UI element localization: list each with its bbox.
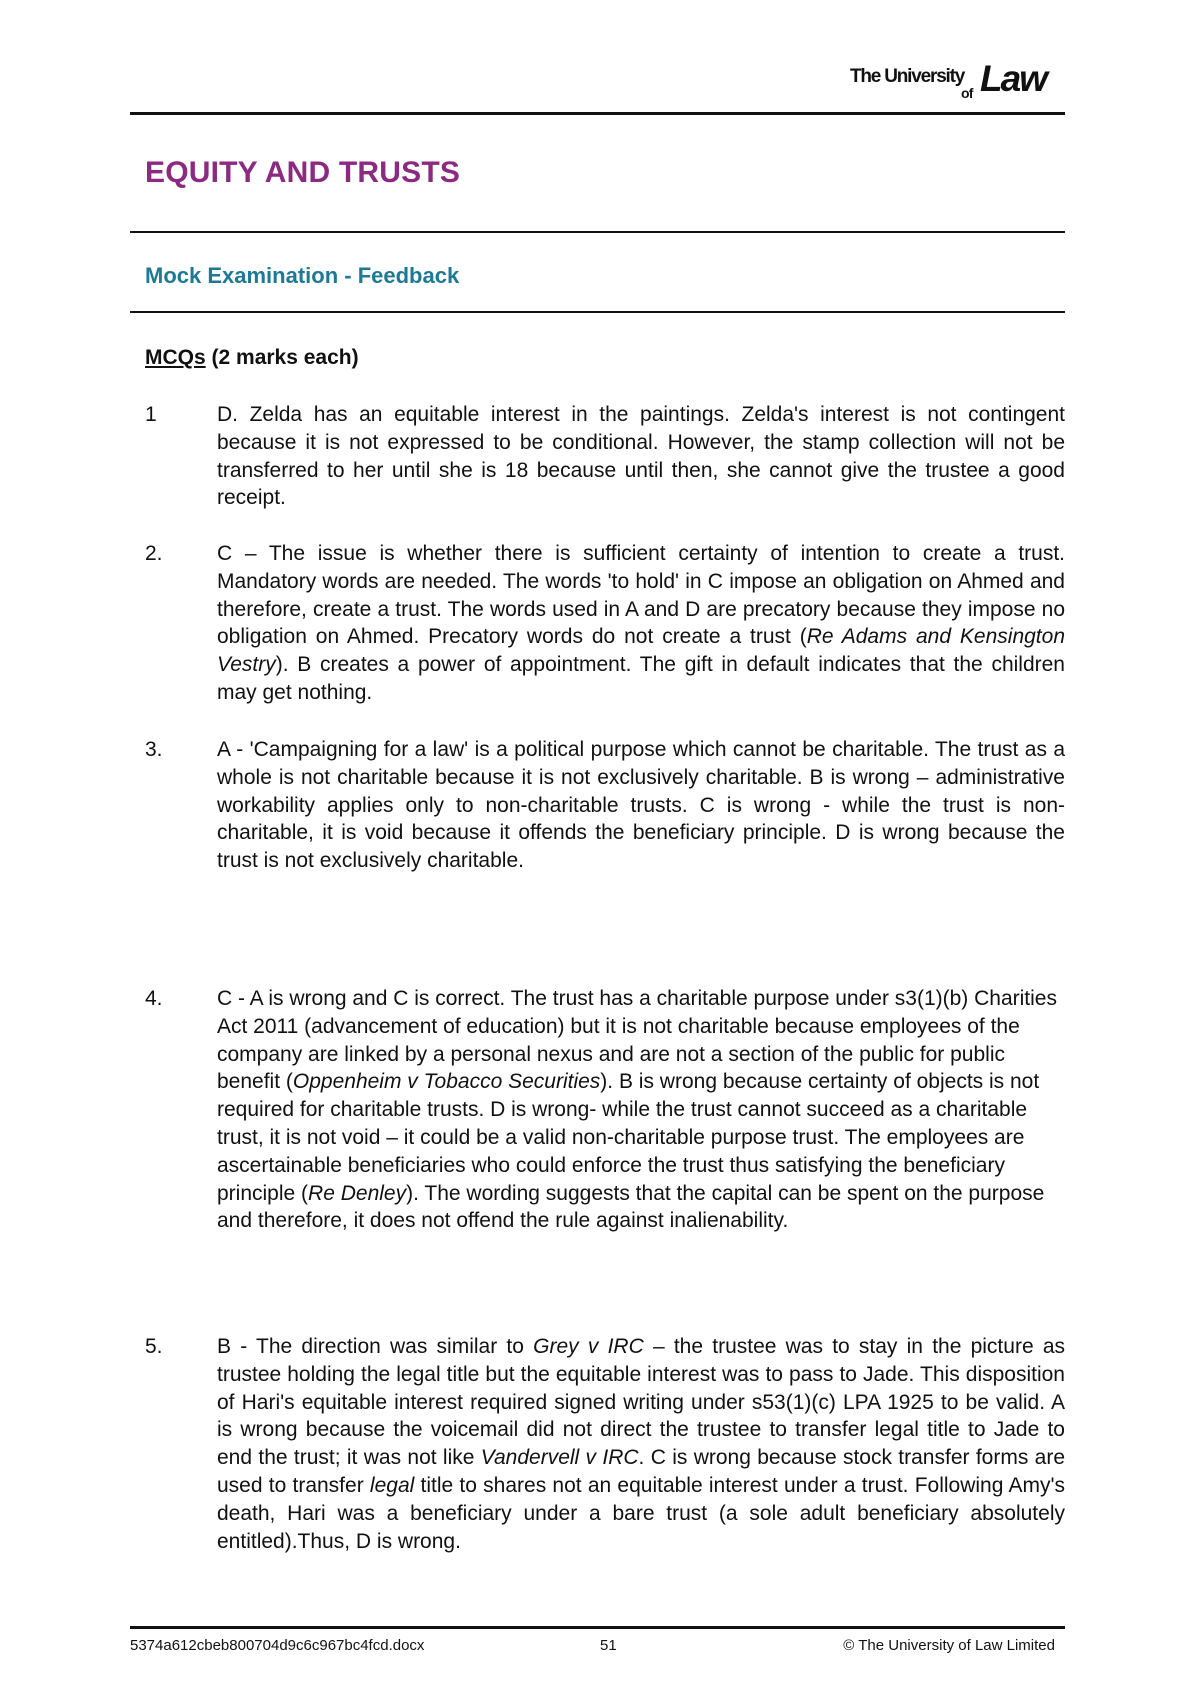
case-citation: Vandervell v IRC	[480, 1446, 639, 1470]
item-text-part: ). B is wrong because certainty of objects is not required for charitable trusts. D is wrong- while the trust cannot succeed as a charitable trust, it is not void – it could be a valid non-charitable purpose trust. The employees are ascertainable beneficiaries who could enforce the trust thus satisfying the beneficiary principle (	[217, 1070, 1040, 1205]
section-heading-mcqs: MCQs	[145, 346, 206, 369]
header-divider	[130, 112, 1065, 115]
item-text-part: . C is wrong because stock transfer forms are used to transfer	[217, 1446, 1065, 1497]
case-citation: Re Denley	[308, 1181, 407, 1205]
case-citation: Grey v IRC	[533, 1335, 644, 1358]
item-text: A - 'Campaigning for a law' is a political purpose which cannot be charitable. The trust as a whole is not charitable because it is not exclusively charitable. B is wrong – administrative workability applies only to non-charitable trusts. C is wrong - while the trust is non-charitable, it is void because it offends the beneficiary principle. D is wrong because the trust is not exclusively charitable.	[217, 738, 1065, 873]
case-citation: Oppenheim v Tobacco Securities	[292, 1070, 601, 1094]
item-text-part: – the trustee was to stay in the picture as trustee holding the legal title but the equitable interest was to pass to Jade. This disposition of Hari's equitable interest required signed writing under s53(1)(c) LPA 1925 to be valid. A is wrong because the voicemail did not direct the trustee to transfer legal title to Jade to end the trust; it was not like	[217, 1335, 1066, 1470]
item-number: 5.	[145, 1335, 163, 1358]
logo-line-1: The University	[850, 66, 965, 87]
section-heading	[145, 346, 359, 370]
case-citation: Re Adams and Kensington Vestry	[217, 625, 1065, 677]
footer-copyright: © The University of Law Limited	[843, 1637, 1055, 1654]
item-text-part: ). B creates a power of appointment. The gift in default indicates that the children may get nothing.	[217, 653, 1065, 704]
footer-page-number: 51	[600, 1637, 617, 1654]
item-text	[217, 985, 1065, 1235]
footer-filename: 5374a612cbeb800704d9c6c967bc4fcd.docx	[130, 1637, 425, 1654]
item-text-part: title to shares not an equitable interest under a trust. Following Amy's death, Hari was a beneficiary under a bare trust (a sole adult beneficiary absolutely entitled).Thus, D is wrong.	[217, 1473, 1065, 1553]
item-text	[217, 540, 1065, 707]
item-text-part: C - A is wrong and C is correct. The trust has a charitable purpose under s3(1)(b) Charities Act 2011 (advancement of education) but it is not charitable because employees of the company are linked by a personal nexus and are not a section of the public for public benefit (	[217, 987, 1057, 1094]
logo-line-3: Law	[980, 58, 1046, 99]
logo-line-2: of	[961, 85, 973, 101]
item-number: 3.	[145, 738, 163, 761]
item-text	[217, 1333, 1065, 1555]
item-text-part: ). The wording suggests that the capital can be spent on the purpose and therefore, it does not offend the rule against inalienability.	[217, 1181, 1045, 1233]
item-text-part: C – The issue is whether there is sufficient certainty of intention to create a trust. Mandatory words are needed. The words 'to hold' in C impose an obligation on Ahmed and therefore, create a trust. The words used in A and D are precatory because they impose no obligation on Ahmed. Precatory words do not create a trust (	[217, 542, 1065, 649]
page-title: EQUITY AND TRUSTS	[145, 156, 461, 189]
emphasis: legal	[369, 1473, 415, 1497]
item-number: 4.	[145, 987, 163, 1010]
page-subtitle: Mock Examination - Feedback	[145, 263, 460, 288]
subtitle-divider	[130, 311, 1065, 313]
footer-divider	[130, 1626, 1065, 1629]
title-divider	[130, 231, 1065, 233]
university-of-law-logo	[850, 58, 1055, 104]
section-heading-marks: (2 marks each)	[205, 346, 359, 369]
item-text-part: B - The direction was similar to	[217, 1335, 534, 1358]
item-number: 1	[145, 403, 157, 426]
item-number: 2.	[145, 542, 163, 565]
item-text: D. Zelda has an equitable interest in the paintings. Zelda's interest is not contingent because it is not expressed to be conditional. However, the stamp collection will not be transferred to her until she is 18 because until then, she cannot give the trustee a good receipt.	[217, 403, 1065, 510]
